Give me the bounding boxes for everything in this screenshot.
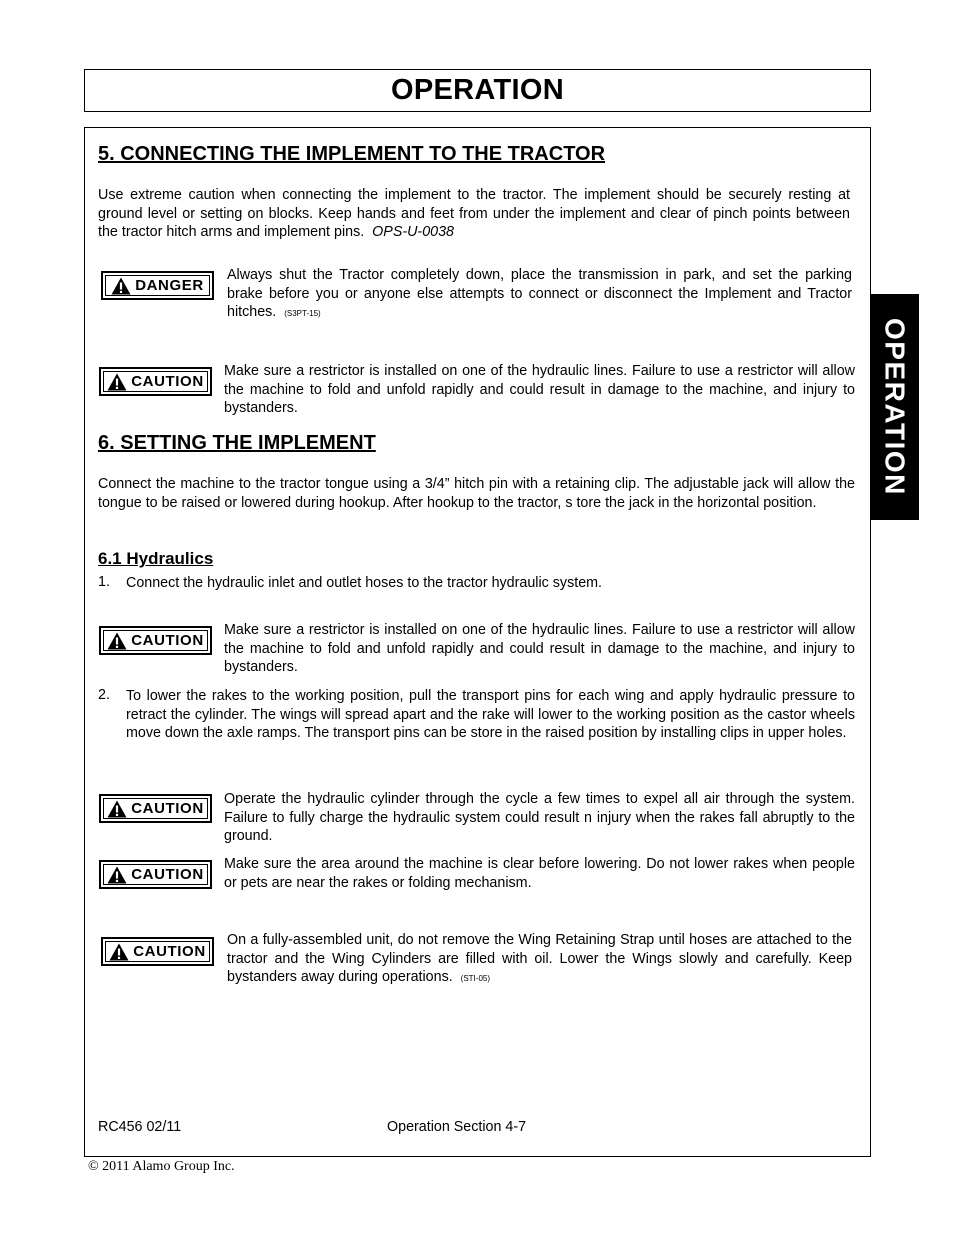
caution-label: CAUTION: [131, 866, 204, 883]
caution-badge: [99, 860, 212, 889]
warning-triangle-icon: [107, 632, 127, 650]
caution-code: (STI-05): [460, 974, 491, 983]
caution-message: Operate the hydraulic cylinder through the cycle a few times to expel all air through the system. Failure to fully charge the hydraulic system could result n injury when the rakes fall abruptly to the ground.: [224, 791, 855, 844]
danger-message: [227, 266, 852, 324]
footer-page: Operation Section 4-7: [387, 1119, 527, 1135]
caution-label: CAUTION: [131, 632, 204, 649]
caution-label: CAUTION: [131, 800, 204, 817]
warning-triangle-icon: [111, 277, 131, 295]
list-item: To lower the rakes to the working position, pull the transport pins for each wing and apply hydraulic pressure to retract the cylinder. The wings will spread apart and the rake will lower to the working position as the castor wheels move down the axle ramps. The transport pins can be store in the raised position by installing clips in upper holes.: [126, 688, 855, 741]
section-5-intro: [98, 186, 850, 242]
subsection-heading: 6.1 Hydraulics: [98, 549, 214, 568]
caution-badge: [99, 367, 212, 396]
warning-triangle-icon: [107, 866, 127, 884]
section-5-heading: 5. CONNECTING THE IMPLEMENT TO THE TRACTOR: [98, 143, 606, 165]
header-box: [84, 69, 871, 112]
caution-label: CAUTION: [131, 373, 204, 390]
danger-text: Always shut the Tractor completely down, place the transmission in park, and set the parking brake before you or anyone else attempts to connect or disconnect the Implement and Tractor hitches.: [227, 267, 852, 320]
caution-label: CAUTION: [133, 943, 206, 960]
section-6-heading: 6. SETTING THE IMPLEMENT: [98, 432, 376, 454]
page-title: OPERATION: [391, 74, 564, 106]
caution-message: [227, 931, 852, 989]
warning-triangle-icon: [109, 943, 129, 961]
list-item: Connect the hydraulic inlet and outlet hoses to the tractor hydraulic system.: [126, 575, 603, 591]
danger-label: DANGER: [135, 277, 204, 294]
caution-badge: [99, 626, 212, 655]
danger-badge: [101, 271, 214, 300]
caution-text: On a fully-assembled unit, do not remove the Wing Retaining Strap until hoses are attached to the tractor and the Wing Cylinders are filled with oil. Lower the Wings slowly and carefully. Keep bystanders away during operations.: [227, 932, 852, 985]
list-item-number: 1.: [98, 574, 110, 590]
warning-triangle-icon: [107, 800, 127, 818]
danger-code: (S3PT-15): [284, 309, 321, 318]
side-tab-label: OPERATION: [879, 318, 911, 496]
caution-message: Make sure a restrictor is installed on one of the hydraulic lines. Failure to use a restrictor will allow the machine to fold and unfold rapidly and could result in damage to the machine, and injury to bystanders.: [224, 622, 855, 675]
section-5-intro-code: OPS-U-0038: [372, 224, 455, 240]
warning-triangle-icon: [107, 373, 127, 391]
footer-model: RC456 02/11: [98, 1119, 182, 1135]
side-tab: [870, 294, 919, 520]
list-item-number: 2.: [98, 687, 110, 703]
section-6-intro: Connect the machine to the tractor tongue using a 3/4” hitch pin with a retaining clip. The adjustable jack will allow the tongue to be raised or lowered during hookup. After hookup to the tractor, s tore the jack in the horizontal position.: [98, 476, 855, 511]
caution-badge: [99, 794, 212, 823]
section-5-intro-text: Use extreme caution when connecting the implement to the tractor. The implement should be securely resting at ground level or setting on blocks. Keep hands and feet from under the implement and clear of pinch points between the tractor hitch arms and implement pins.: [98, 187, 850, 240]
caution-message: Make sure the area around the machine is clear before lowering. Do not lower rakes when people or pets are near the rakes or folding mechanism.: [224, 856, 855, 891]
copyright: © 2011 Alamo Group Inc.: [88, 1159, 235, 1174]
caution-message: Make sure a restrictor is installed on one of the hydraulic lines. Failure to use a restrictor will allow the machine to fold and unfold rapidly and could result in damage to the machine, and injury to bystanders.: [224, 363, 855, 416]
caution-badge: [101, 937, 214, 966]
